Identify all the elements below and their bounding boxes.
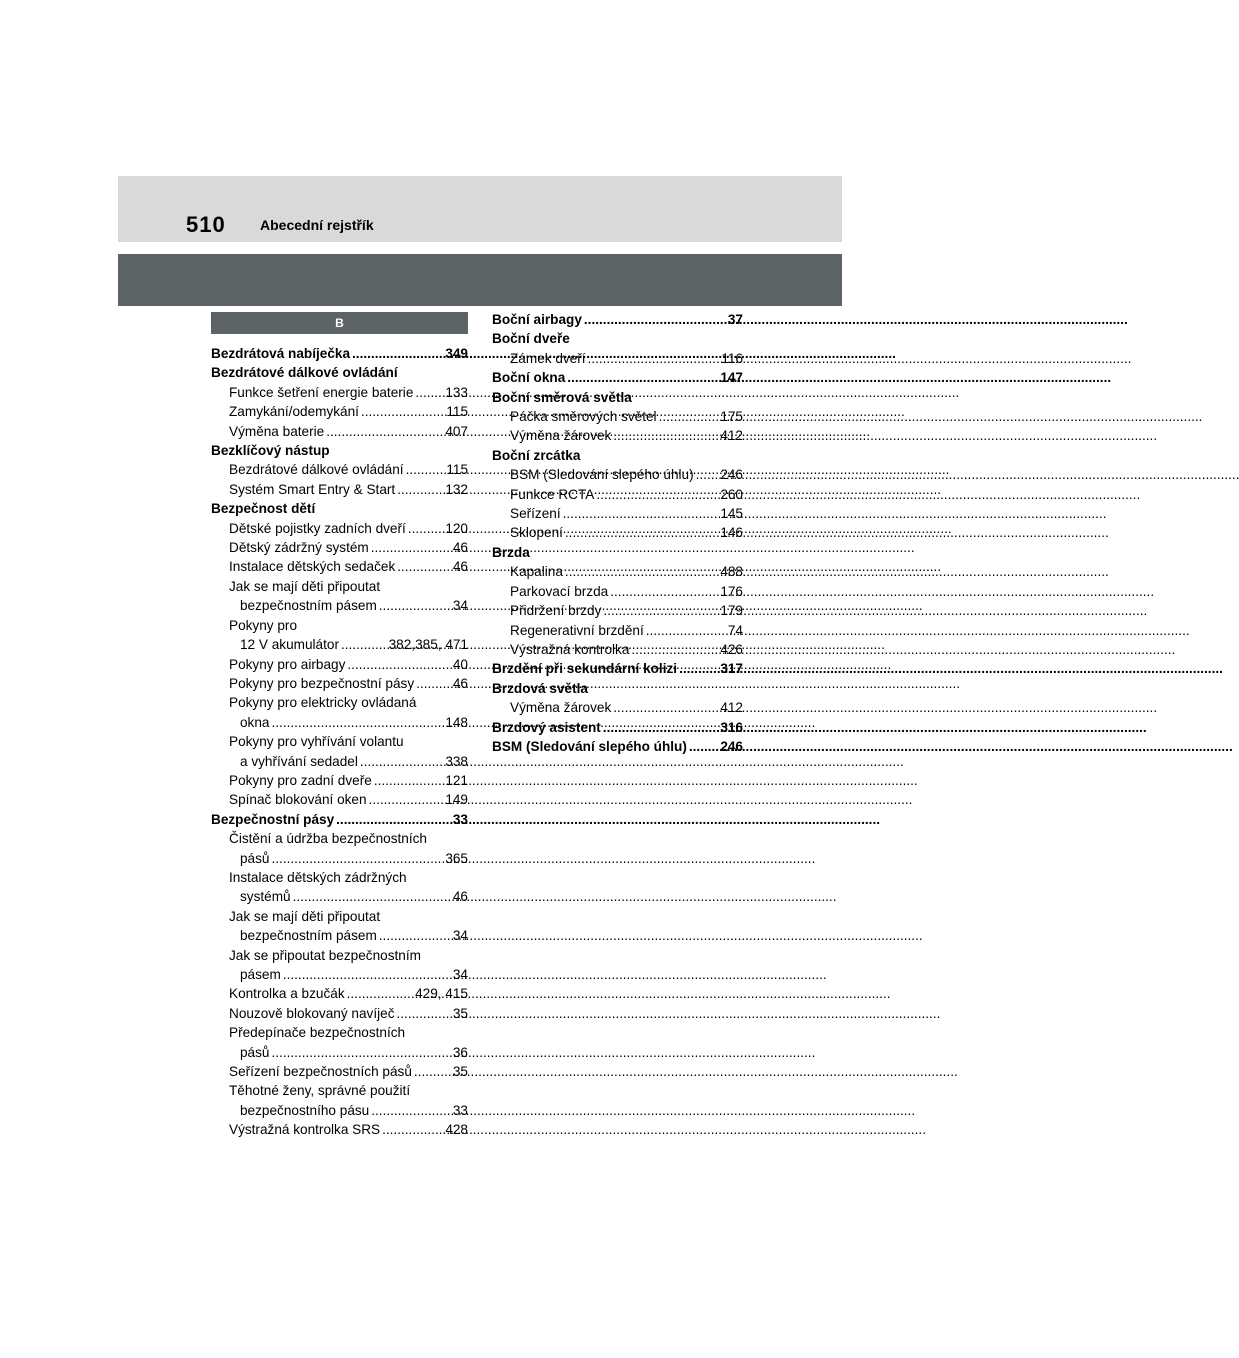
dot-leader (374, 771, 443, 790)
entry-text: Brzdový asistent (492, 719, 601, 735)
entry-text: Regenerativní brzdění (510, 622, 644, 638)
entry-text: Páčka směrových světel (510, 409, 657, 425)
index-subentry (492, 426, 743, 445)
index-subentry (211, 907, 468, 926)
entry-page: 33 (452, 1102, 468, 1118)
dot-leader (406, 460, 445, 479)
dot-leader (352, 344, 443, 363)
dot-leader (293, 887, 451, 906)
entry-text: Pokyny pro vyhřívání volantu (229, 734, 404, 750)
index-subentry (211, 1081, 468, 1100)
entry-text: Zamykání/odemykání (229, 404, 359, 420)
index-subentry (211, 402, 468, 421)
entry-text: Brzdění při sekundární kolizi (492, 661, 678, 677)
entry-page: 260 (720, 486, 743, 502)
header-band (118, 176, 842, 242)
entry-text: Bezdrátové dálkové ovládání (229, 462, 404, 478)
entry-page: 35 (452, 1005, 468, 1021)
index-subentry (492, 407, 743, 426)
entry-text: Čistění a údržba bezpečnostních (229, 831, 427, 847)
entry-page: 407 (445, 423, 468, 439)
dot-leader (326, 422, 443, 441)
entry-text: Sklopení (510, 525, 563, 541)
entry-text: Parkovací brzda (510, 583, 609, 599)
entry-text: Seřízení bezpečnostních pásů (229, 1064, 412, 1080)
entry-page: 429, 415 (415, 986, 468, 1002)
entry-text: Kontrolka a bzučák (229, 986, 345, 1002)
entry-text: Pokyny pro zadní dveře (229, 772, 372, 788)
entry-text: BSM (Sledování slepého úhlu) (492, 738, 687, 754)
dot-leader (360, 752, 443, 771)
dot-leader (689, 737, 718, 756)
index-subentry (492, 562, 743, 581)
index-column-right (492, 310, 743, 756)
entry-page: 133 (445, 384, 468, 400)
dot-leader (596, 485, 718, 504)
index-subentry (211, 693, 468, 712)
dot-leader (603, 718, 719, 737)
entry-text: Nouzově blokovaný navíječ (229, 1005, 395, 1021)
dot-leader (379, 926, 451, 945)
entry-text: Instalace dětských sedaček (229, 559, 396, 575)
entry-text: Výstražná kontrolka (510, 641, 630, 657)
entry-text: Boční airbagy (492, 312, 582, 327)
entry-text: Pokyny pro bezpečnostní pásy (229, 675, 415, 691)
entry-text: Seřízení (510, 506, 561, 522)
dot-leader (563, 504, 719, 523)
entry-text: BSM (Sledování slepého úhlu) (510, 467, 694, 483)
entry-page: 246 (720, 467, 743, 483)
entry-text: Kapalina (510, 564, 563, 580)
index-subentry (211, 519, 468, 538)
entry-page: 34 (452, 967, 468, 982)
entry-page: 40 (452, 656, 468, 672)
dot-leader (397, 480, 443, 499)
dot-leader (603, 601, 718, 620)
index-entry (211, 441, 468, 460)
entry-text: Boční zrcátka (492, 447, 581, 463)
index-entry (492, 659, 743, 678)
entry-text: Výstražná kontrolka SRS (229, 1122, 381, 1138)
dot-leader (631, 640, 718, 659)
index-subentry (211, 1043, 468, 1062)
entry-page: 365 (445, 850, 468, 866)
dot-leader (416, 674, 451, 693)
index-subentry (211, 596, 468, 615)
dot-leader (659, 407, 719, 426)
dot-leader (336, 810, 451, 829)
entry-page: 412 (720, 700, 743, 716)
dot-leader (567, 368, 718, 387)
entry-text: Bezpečnostní pásy (211, 811, 335, 827)
entry-text: systémů (240, 889, 291, 905)
dot-leader (361, 402, 444, 421)
entry-text: Přidržení brzdy (510, 603, 602, 619)
index-subentry (211, 480, 468, 499)
entry-text: Výměna baterie (229, 423, 325, 439)
entry-page: 338 (445, 753, 468, 769)
entry-text: a vyhřívání sedadel (240, 753, 358, 769)
index-subentry (211, 422, 468, 441)
dot-leader (379, 596, 451, 615)
entry-page: 428 (445, 1122, 468, 1138)
index-entry (211, 363, 468, 382)
entry-text: Bezdrátová nabíječka (211, 346, 351, 361)
header-dark-band (118, 254, 842, 306)
index-entry (492, 388, 743, 407)
entry-page: 46 (452, 675, 468, 691)
index-subentry (492, 698, 743, 717)
index-subentry (211, 849, 468, 868)
entry-page: 382,385, 471 (388, 637, 468, 653)
entry-text: Bezklíčový nástup (211, 443, 330, 459)
entry-page: 179 (720, 603, 743, 619)
entry-text: Boční směrová světla (492, 389, 632, 405)
index-subentry (211, 1062, 468, 1081)
dot-leader (610, 582, 718, 601)
index-subentry (211, 946, 468, 965)
entry-page: 115 (446, 462, 468, 478)
index-subentry (211, 790, 468, 809)
page-number: 510 (186, 212, 226, 237)
index-subentry (211, 868, 468, 887)
entry-text: Předepínače bezpečnostních (229, 1025, 406, 1041)
index-subentry (211, 1101, 468, 1120)
entry-page: 115 (446, 404, 468, 420)
dot-leader (696, 465, 719, 484)
entry-text: pásem (240, 967, 281, 982)
entry-page: 74 (727, 622, 743, 638)
entry-page: 116 (721, 350, 743, 366)
entry-page: 412 (720, 428, 743, 444)
index-subentry (211, 713, 468, 732)
dot-leader (588, 349, 720, 368)
index-entry (492, 368, 743, 387)
dot-leader (347, 655, 451, 674)
index-subentry (211, 616, 468, 635)
entry-text: bezpečnostního pásu (240, 1102, 370, 1118)
index-subentry (211, 460, 468, 479)
index-subentry (211, 655, 468, 674)
index-entry (492, 737, 743, 756)
entry-text: Výměna žárovek (510, 700, 612, 716)
index-subentry (492, 582, 743, 601)
entry-text: Těhotné ženy, správné použití (229, 1083, 411, 1099)
entry-page: 317 (720, 661, 743, 677)
entry-text: Brzdová světla (492, 680, 588, 696)
entry-text: bezpečnostním pásem (240, 928, 377, 944)
entry-text: Dětský zádržný systém (229, 540, 369, 556)
index-subentry (492, 504, 743, 523)
entry-text: Zámek dveří (510, 350, 586, 366)
dot-leader (271, 1043, 450, 1062)
entry-page: 146 (720, 525, 743, 541)
entry-page: 46 (452, 889, 468, 905)
entry-text: Jak se mají děti připoutat (229, 578, 381, 594)
entry-text: Bezpečnost dětí (211, 501, 316, 517)
entry-text: Pokyny pro elektricky ovládaná (229, 695, 417, 711)
entry-page: 132 (445, 481, 468, 497)
entry-page: 426 (720, 641, 743, 657)
index-entry (211, 344, 468, 363)
dot-leader (369, 790, 444, 809)
index-subentry (211, 926, 468, 945)
index-subentry (211, 1120, 468, 1139)
entry-text: Spínač blokování oken (229, 792, 367, 808)
entry-text: Boční okna (492, 370, 566, 386)
dot-leader (283, 965, 451, 984)
letter-heading: B (211, 312, 468, 334)
entry-page: 149 (445, 792, 468, 808)
entry-page: 37 (727, 312, 743, 327)
dot-leader (371, 1101, 451, 1120)
entry-page: 316 (720, 719, 743, 735)
entry-text: Systém Smart Entry & Start (229, 481, 396, 497)
entry-page: 488 (720, 564, 743, 580)
dot-leader (408, 519, 444, 538)
entry-text: 12 V akumulátor (240, 637, 339, 653)
index-entry (211, 499, 468, 518)
entry-text: Dětské pojistky zadních dveří (229, 520, 406, 536)
entry-page: 145 (720, 506, 743, 522)
dot-leader (347, 984, 413, 1003)
entry-page: 246 (720, 738, 743, 754)
entry-text: Pokyny pro (229, 617, 298, 633)
dot-leader (397, 1004, 451, 1023)
index-subentry (211, 829, 468, 848)
index-subentry (211, 577, 468, 596)
entry-page: 120 (445, 520, 468, 536)
index-subentry (211, 887, 468, 906)
index-subentry (211, 732, 468, 751)
index-subentry (211, 557, 468, 576)
index-subentry (211, 635, 468, 654)
entry-text: Instalace dětských zádržných (229, 869, 407, 885)
entry-text: Jak se mají děti připoutat (229, 908, 381, 924)
entry-page: 147 (720, 370, 743, 386)
index-subentry (492, 640, 743, 659)
index-subentry (492, 485, 743, 504)
entry-page: 46 (452, 559, 468, 575)
index-subentry (211, 771, 468, 790)
entry-text: Funkce RCTA (510, 486, 595, 502)
index-subentry (492, 465, 743, 484)
index-subentry (211, 1004, 468, 1023)
index-subentry (492, 621, 743, 640)
entry-text: Bezdrátové dálkové ovládání (211, 365, 398, 381)
dot-leader (415, 383, 443, 402)
index-entry (211, 810, 468, 829)
index-subentry (492, 349, 743, 368)
index-subentry (211, 984, 468, 1003)
index-entry (492, 718, 743, 737)
index-entry (492, 310, 743, 329)
index-subentry (211, 383, 468, 402)
entry-page: 121 (445, 772, 468, 788)
entry-text: Pokyny pro airbagy (229, 656, 346, 672)
entry-page: 34 (452, 598, 468, 614)
index-subentry (211, 752, 468, 771)
index-entry (492, 329, 743, 348)
index-entry (492, 543, 743, 562)
entry-page: 35 (452, 1064, 468, 1080)
dot-leader (565, 562, 718, 581)
dot-leader (584, 310, 726, 329)
index-list-left (211, 344, 468, 1140)
index-subentry (211, 674, 468, 693)
dot-leader (382, 1120, 443, 1139)
entry-text: Jak se připoutat bezpečnostním (229, 947, 421, 963)
entry-text: Boční dveře (492, 331, 570, 347)
dot-leader (371, 538, 451, 557)
index-entry (492, 679, 743, 698)
index-subentry (211, 538, 468, 557)
index-subentry (492, 601, 743, 620)
entry-text: Brzda (492, 544, 530, 560)
dot-leader (271, 713, 443, 732)
index-column-left (211, 312, 468, 1140)
index-subentry (492, 523, 743, 542)
entry-page: 148 (445, 714, 468, 730)
dot-leader (341, 635, 387, 654)
entry-text: Funkce šetření energie baterie (229, 384, 414, 400)
index-subentry (211, 1023, 468, 1042)
entry-text: bezpečnostním pásem (240, 598, 377, 614)
entry-page: 175 (720, 409, 743, 425)
index-list-right (492, 310, 743, 756)
entry-text: pásů (240, 1044, 270, 1060)
dot-leader (414, 1062, 451, 1081)
dot-leader (679, 659, 718, 678)
dot-leader (613, 426, 718, 445)
entry-page: 33 (452, 811, 468, 827)
dot-leader (646, 621, 726, 640)
entry-page: 349 (445, 346, 468, 361)
index-entry (492, 446, 743, 465)
entry-page: 176 (720, 583, 743, 599)
entry-page: 34 (452, 928, 468, 944)
dot-leader (397, 557, 451, 576)
index-subentry (211, 965, 468, 984)
dot-leader (613, 698, 718, 717)
entry-page: 46 (452, 540, 468, 556)
entry-text: pásů (240, 850, 270, 866)
entry-text: okna (240, 714, 270, 730)
page-title: Abecední rejstřík (260, 217, 374, 233)
dot-leader (271, 849, 443, 868)
entry-text: Výměna žárovek (510, 428, 612, 444)
entry-page: 36 (452, 1044, 468, 1060)
dot-leader (565, 523, 718, 542)
